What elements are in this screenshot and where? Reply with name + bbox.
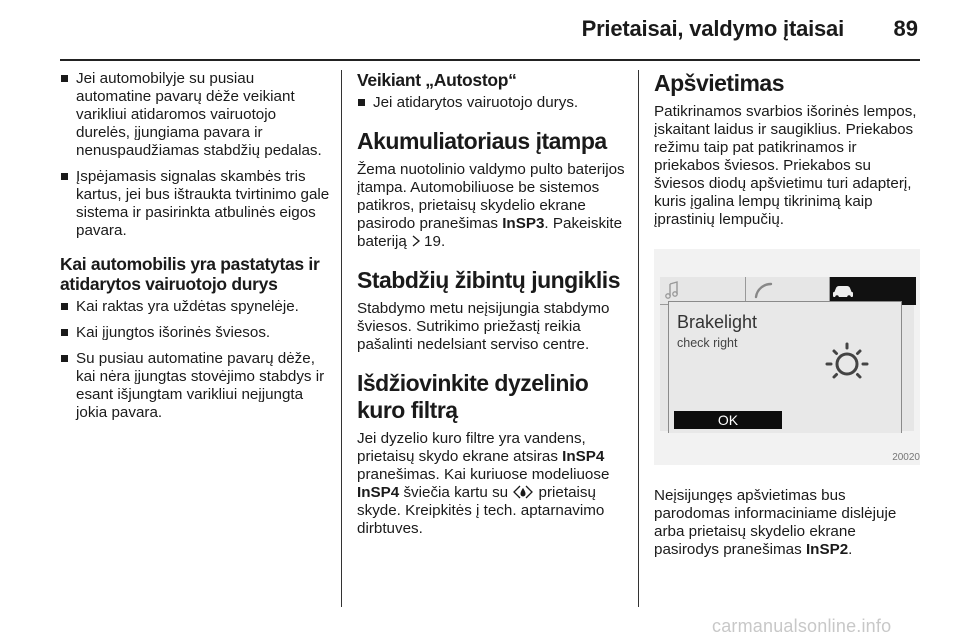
column-right: [654, 70, 924, 559]
diesel-filter-water-icon: [512, 485, 534, 499]
heading-lighting: Apšvietimas: [654, 70, 785, 96]
figure-display: [654, 249, 920, 465]
watermark: carmanualsonline.info: [712, 616, 892, 636]
message-subtitle: check right: [677, 336, 738, 350]
page-number: 89: [893, 16, 918, 41]
paragraph-lighting-message: Neįsijungęs apšvietimas bus parodomas informaciniame dislėjuje arba prietaisų skydelio ekrane pasirodys pranešimas InSP2.: [654, 487, 897, 558]
column-left: [60, 70, 330, 430]
page-header: [0, 0, 960, 62]
list-item: Kai raktas yra uždėtas spynelėje.: [60, 298, 330, 316]
list-item: Kai įjungtos išorinės šviesos.: [60, 324, 330, 342]
code-insp2: InSP2: [805, 541, 849, 558]
list-item: Jei atidarytos vairuotojo durys.: [357, 94, 627, 112]
column-divider-1: [341, 70, 342, 607]
code-insp4: InSP4: [562, 448, 605, 465]
heading-brakelight-switch: Stabdžių žibintų jungiklis: [357, 267, 620, 293]
figure-number: 20020: [892, 452, 920, 463]
subheading-parked: Kai automobilis yra pastatytas ir atidarytos vairuotojo durys: [60, 254, 320, 294]
bullet-list-warnings: [60, 70, 330, 240]
code-insp3: InSP3: [502, 215, 545, 232]
list-item: Su pusiau automatine pavarų dėže, kai nėra įjungtas stovėjimo stabdys ir esant išjungtam varikliui neįjungta jokia pavara.: [60, 350, 330, 422]
ok-button[interactable]: OK: [674, 411, 782, 429]
bullet-list-autostop: [357, 94, 627, 112]
page-ref-icon: [411, 235, 421, 247]
heading-diesel-filter: Išdžiovinkite dyzelinio kuro filtrą: [357, 370, 589, 423]
page-title: Prietaisai, valdymo įtaisai: [581, 16, 844, 41]
list-item: Įspėjamasis signalas skambės tris kartus, jei bus ištraukta tvirtinimo gale sistema ir pasirinkta atbulinės eigos pavara.: [60, 168, 330, 240]
paragraph-battery: Žema nuotolinio valdymo pulto baterijos įtampa. Automobiliuose be sistemos patikros, prietaisų skydelio ekrane pasirodo pranešimas InSP3. Pakeiskite bateriją 19.: [357, 161, 625, 250]
code-insp4: InSP4: [357, 484, 400, 501]
message-title: Brakelight: [677, 312, 758, 332]
paragraph-diesel-filter: Jei dyzelio kuro filtre yra vandens, prietaisų skydo ekrane atsiras InSP4 pranešimas. Kai kuriuose modeliuose InSP4 šviečia kartu su prietaisų skyde. Kreipkitės į tech. aptarnavimo dirbtuves.: [357, 430, 610, 537]
bulb-icon: [823, 340, 871, 384]
subheading-autostop: Veikiant „Autostop“: [357, 70, 517, 90]
header-divider: [60, 59, 920, 61]
heading-battery: Akumuliatoriaus įtampa: [357, 128, 607, 154]
paragraph-brakelight-switch: Stabdymo metu neįsijungia stabdymo šviesos. Sutrikimo priežastį reikia pašalinti nedelsiant serviso centre.: [357, 300, 610, 353]
list-item: Jei automobilyje su pusiau automatine pavarų dėže veikiant varikliui atidaromos vairuotojo durelės, įjungiama pavara ir nenuspaudžiamas stabdžių pedalas.: [60, 70, 330, 160]
column-divider-2: [638, 70, 639, 607]
column-middle: [357, 70, 627, 538]
bullet-list-parked: [60, 298, 330, 422]
paragraph-lighting-intro: Patikrinamos svarbios išorinės lempos, įskaitant laidus ir saugiklius. Priekabos režimu taip pat patikrinamos ir priekabos šviesos. Priekabos su šviesos diodų apšvietimu turi adapterį, kuris įgalina lempų tikrinimą kaip įprastinių lempučių.: [654, 103, 917, 228]
page-ref-link[interactable]: 19.: [424, 233, 446, 250]
